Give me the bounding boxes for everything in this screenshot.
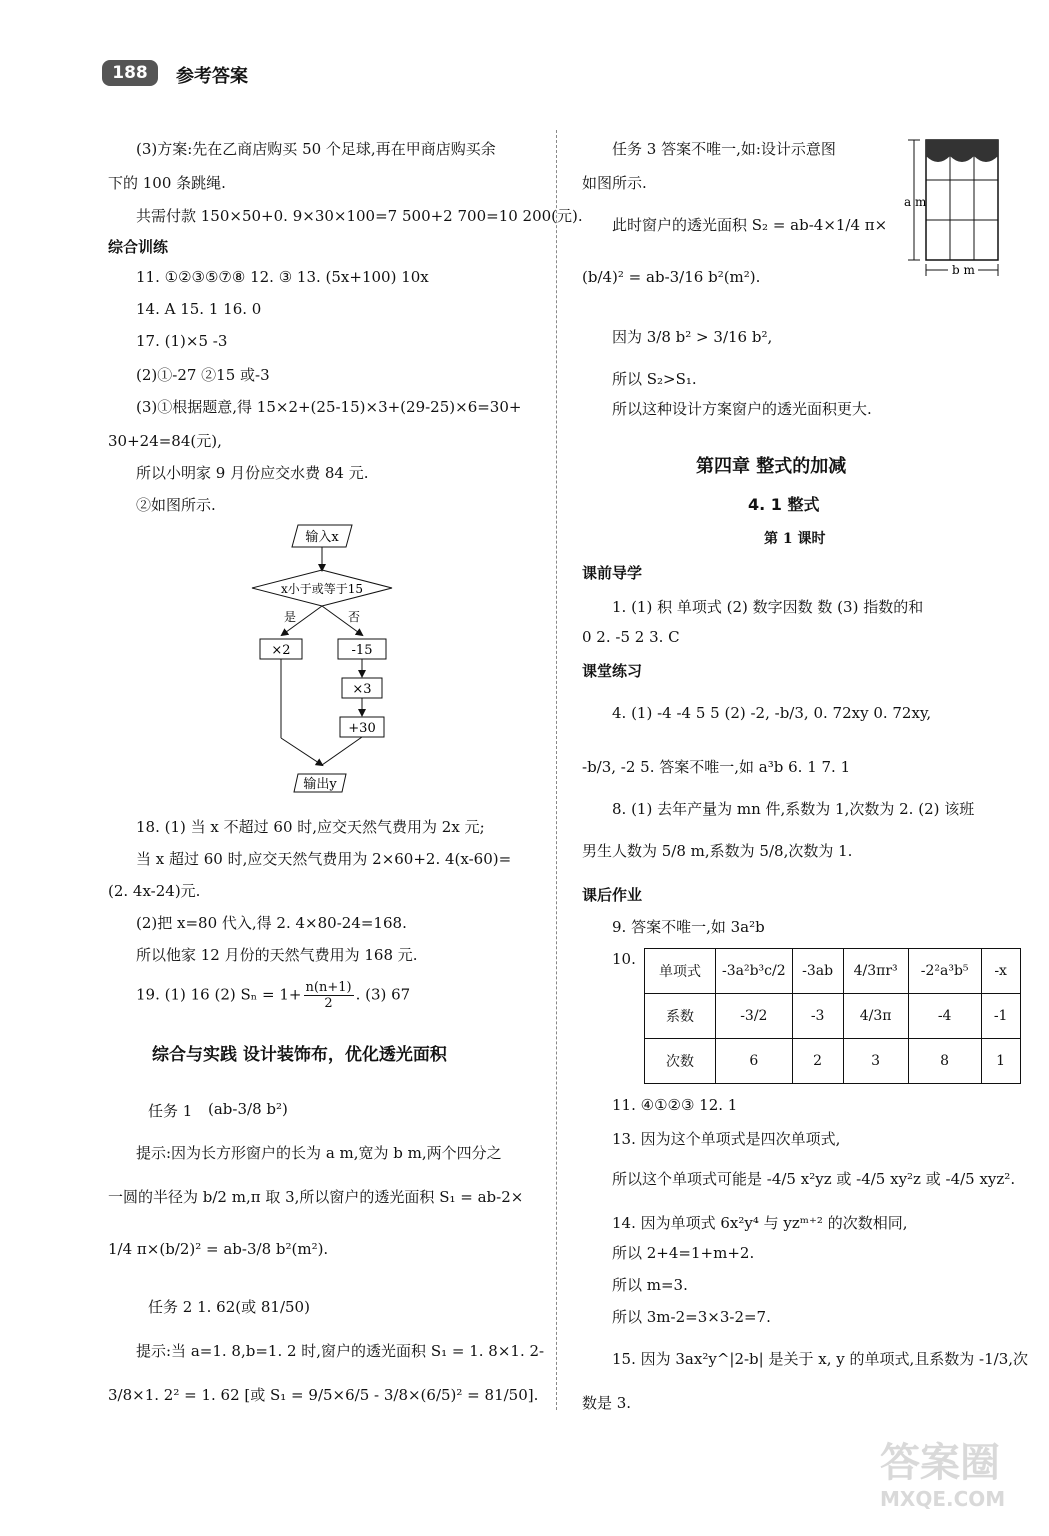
flow-box-times2-text: ×2 (271, 643, 291, 658)
page-header-title: 参考答案 (176, 66, 248, 87)
table-row (645, 949, 1021, 994)
answer-line: 1/4 π×(b/2)² = ab-3/8 b²(m²). (108, 1240, 329, 1258)
answer-line: (2)把 x=80 代入,得 2. 4×80-24=168. (136, 914, 407, 932)
answer-line: 所以小明家 9 月份应交水费 84 元. (136, 464, 369, 482)
answer-line: 共需付款 150×50+0. 9×30×100=7 500+2 700=10 200(元). (136, 207, 583, 225)
flow-output-text: 输出y (303, 777, 337, 792)
answer-line: ②如图所示. (136, 496, 216, 514)
answer-line: 0 2. -5 2 3. C (582, 628, 680, 646)
section-title: 4. 1 整式 (748, 495, 820, 514)
section-heading: 综合训练 (108, 238, 169, 256)
flow-box-plus30-text: +30 (348, 721, 376, 736)
table-cell: 系数 (645, 994, 716, 1039)
table-cell: -3ab (792, 949, 843, 994)
watermark-url: MXQE.COM (880, 1487, 1006, 1511)
table-row (645, 994, 1021, 1039)
section-heading: 课前导学 (582, 564, 643, 582)
answer-line: 当 x 超过 60 时,应交天然气费用为 2×60+2. 4(x-60)= (136, 850, 512, 868)
table-cell: 3 (843, 1039, 908, 1084)
section-heading: 综合与实践 设计装饰布，优化透光面积 (152, 1045, 447, 1065)
answer-line: 8. (1) 去年产量为 mn 件,系数为 1,次数为 2. (2) 该班 (612, 800, 975, 818)
answer-line: (3)①根据题意,得 15×2+(25-15)×3+(29-25)×6=30+ (136, 398, 522, 416)
section-heading: 课后作业 (582, 886, 643, 904)
figure-label-b: b m (952, 263, 975, 277)
flow-box-times3-text: ×3 (352, 682, 372, 697)
figure-label-a: a m (904, 195, 927, 209)
table-cell: 4/3πr³ (843, 949, 908, 994)
answer-line: 所以这个单项式可能是 -4/5 x²yz 或 -4/5 xy²z 或 -4/5 xyz². (612, 1170, 1016, 1188)
answer-line: (b/4)² = ab-3/16 b²(m²). (582, 268, 761, 286)
monomial-table (644, 948, 1021, 1084)
watermark-text: 答案圈 (880, 1440, 1000, 1486)
flow-yes-label: 是 (284, 610, 297, 624)
answer-line-19 (136, 980, 410, 1011)
answer-line: 数是 3. (582, 1394, 632, 1412)
task1-answer: (ab-3/8 b²) (208, 1100, 288, 1118)
q19-denominator: 2 (324, 996, 333, 1011)
table-cell: -3 (792, 994, 843, 1039)
table-cell: -3a²b³c/2 (716, 949, 793, 994)
answer-line: 17. (1)×5 -3 (136, 332, 228, 350)
flow-input-text: 输入x (305, 530, 339, 545)
answer-line: 3/8×1. 2² = 1. 62 [或 S₁ = 9/5×6/5 - 3/8×(6/5)² = 81/50]. (108, 1386, 539, 1404)
answer-line: 一圆的半径为 b/2 m,π 取 3,所以窗户的透光面积 S₁ = ab-2× (108, 1188, 524, 1206)
answer-line: 此时窗户的透光面积 S₂ = ab-4×1/4 π× (612, 216, 888, 234)
answer-line: (3)方案:先在乙商店购买 50 个足球,再在甲商店购买余 (136, 140, 496, 158)
answer-line: 18. (1) 当 x 不超过 60 时,应交天然气费用为 2x 元; (136, 818, 485, 836)
table-cell: -x (981, 949, 1020, 994)
table-cell: 2 (792, 1039, 843, 1084)
answer-line: 1. (1) 积 单项式 (2) 数字因数 数 (3) 指数的和 (612, 598, 924, 616)
window-design-figure (900, 134, 1020, 284)
lesson-title: 第 1 课时 (764, 531, 826, 547)
flowchart-diagram (240, 520, 410, 800)
q19-numerator: n(n+1) (305, 980, 352, 995)
flow-no-label: 否 (348, 610, 361, 624)
q19-part-b: . (3) 67 (355, 985, 411, 1004)
answer-line: 所以这种设计方案窗户的透光面积更大. (612, 400, 872, 418)
page-number-badge: 188 (102, 60, 158, 86)
table-cell: 单项式 (645, 949, 716, 994)
q19-fraction (304, 980, 354, 1011)
answer-line: 所以 3m-2=3×3-2=7. (612, 1308, 771, 1326)
answer-line: 14. A 15. 1 16. 0 (136, 300, 262, 318)
task2-line: 任务 2 1. 62(或 81/50) (148, 1298, 310, 1316)
table-cell: -3/2 (716, 994, 793, 1039)
answer-line: 15. 因为 3ax²y^|2-b| 是关于 x, y 的单项式,且系数为 -1/3,次 (612, 1350, 1029, 1368)
answer-line: 11. ①②③⑤⑦⑧ 12. ③ 13. (5x+100) 10x (136, 268, 429, 286)
flow-condition-text: x小于或等于15 (280, 582, 364, 596)
flow-box-minus15-text: -15 (351, 643, 373, 658)
answer-line: 30+24=84(元), (108, 432, 222, 450)
watermark-logo (880, 1440, 1030, 1526)
answer-line: 男生人数为 5/8 m,系数为 5/8,次数为 1. (582, 842, 853, 860)
answer-line: (2. 4x-24)元. (108, 882, 201, 900)
answer-line: 所以 S₂>S₁. (612, 370, 697, 388)
answer-line: 任务 3 答案不唯一,如:设计示意图 (612, 140, 836, 158)
answer-line: 提示:当 a=1. 8,b=1. 2 时,窗户的透光面积 S₁ = 1. 8×1. 2- (136, 1342, 545, 1360)
answer-line: 14. 因为单项式 6x²y⁴ 与 yzᵐ⁺² 的次数相同, (612, 1214, 908, 1232)
table-cell: 1 (981, 1039, 1020, 1084)
answer-line: 所以 2+4=1+m+2. (612, 1244, 755, 1262)
question-number: 10. (612, 950, 636, 968)
table-cell: 次数 (645, 1039, 716, 1084)
answer-line: 如图所示. (582, 174, 647, 192)
answer-line: 所以他家 12 月份的天然气费用为 168 元. (136, 946, 418, 964)
table-row (645, 1039, 1021, 1084)
answer-line: 提示:因为长方形窗户的长为 a m,宽为 b m,两个四分之 (136, 1144, 502, 1162)
section-heading: 课堂练习 (582, 662, 643, 680)
answer-line: 4. (1) -4 -4 5 5 (2) -2, -b/3, 0. 72xy 0. 72xy, (612, 704, 932, 722)
answer-line: 下的 100 条跳绳. (108, 174, 226, 192)
column-divider (556, 130, 557, 1410)
table-cell: 8 (908, 1039, 981, 1084)
answer-line: -b/3, -2 5. 答案不唯一,如 a³b 6. 1 7. 1 (582, 758, 851, 776)
answer-line: 13. 因为这个单项式是四次单项式, (612, 1130, 841, 1148)
answer-line: 因为 3/8 b² > 3/16 b², (612, 328, 773, 346)
table-cell: 4/3π (843, 994, 908, 1039)
table-cell: 6 (716, 1039, 793, 1084)
q19-part-a: 19. (1) 16 (2) Sₙ = 1+ (136, 985, 302, 1004)
table-cell: -1 (981, 994, 1020, 1039)
chapter-title: 第四章 整式的加减 (696, 456, 847, 477)
answer-line: 9. 答案不唯一,如 3a²b (612, 918, 765, 936)
table-cell: -4 (908, 994, 981, 1039)
answer-line: 所以 m=3. (612, 1276, 688, 1294)
table-cell: -2²a³b⁵ (908, 949, 981, 994)
task1-label: 任务 1 (148, 1102, 193, 1120)
answer-line: 11. ④①②③ 12. 1 (612, 1096, 738, 1114)
answer-line: (2)①-27 ②15 或-3 (136, 366, 270, 384)
curtain-decoration-shape (926, 140, 998, 162)
